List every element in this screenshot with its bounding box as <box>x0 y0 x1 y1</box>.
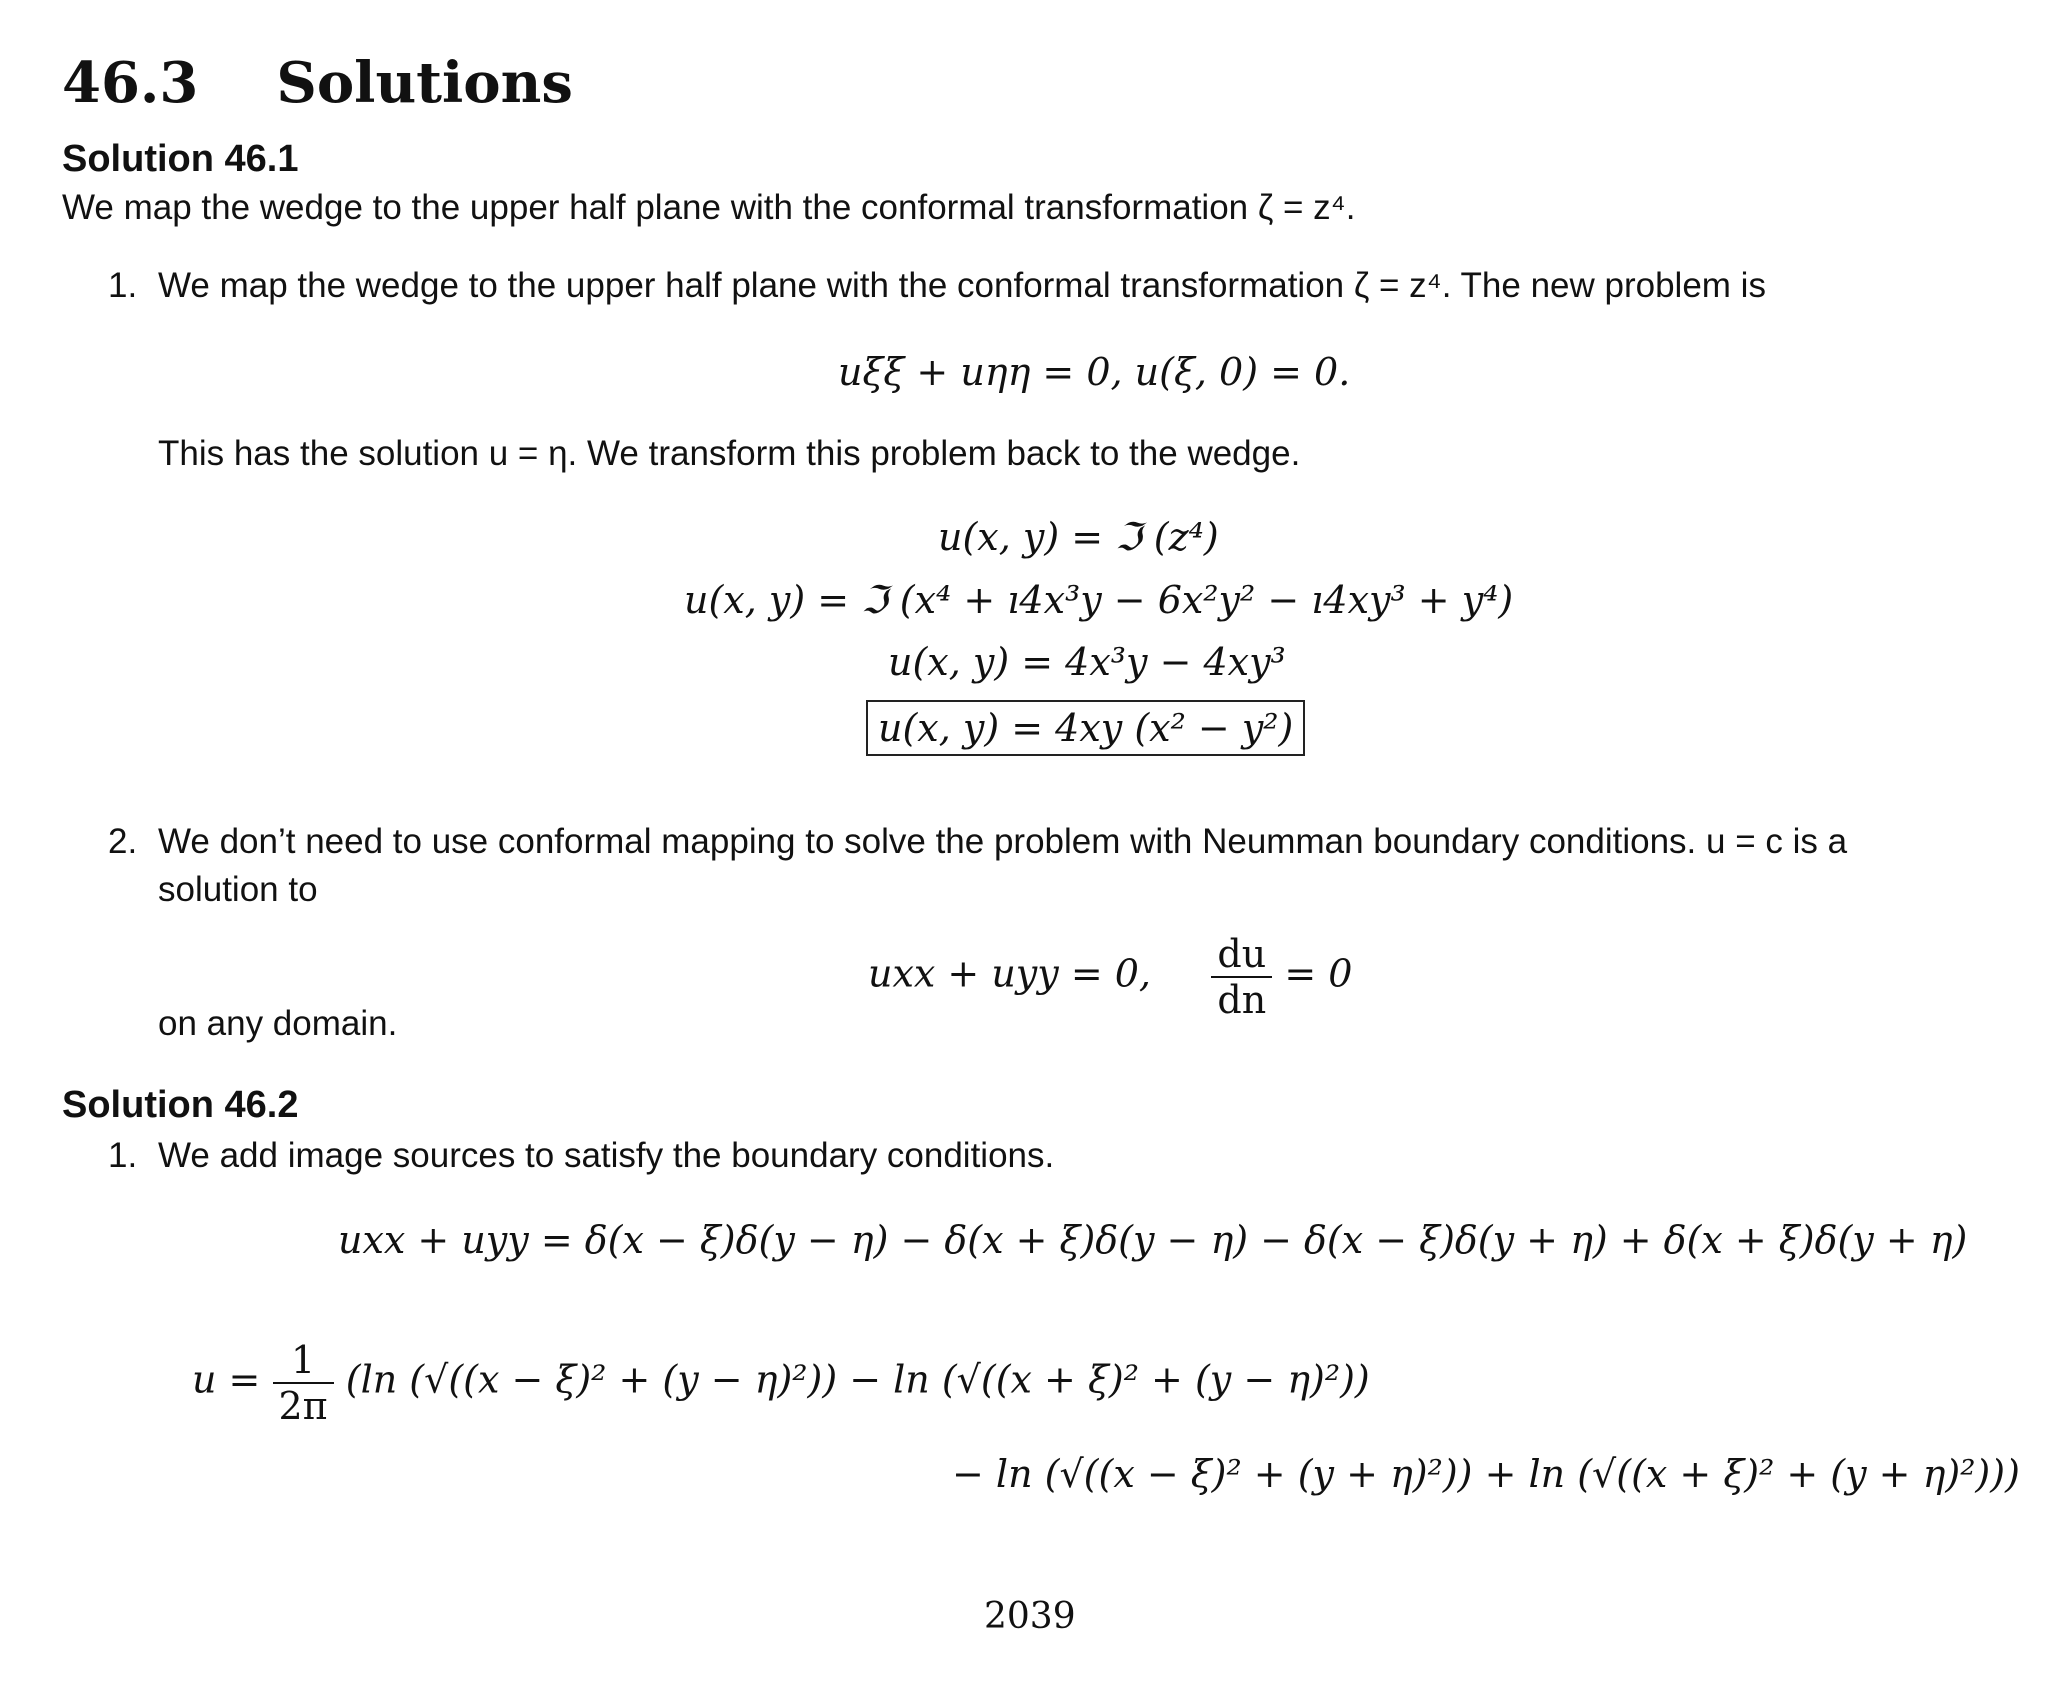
solution-heading: Solution 46.1 <box>62 138 299 180</box>
list-item-text: We don’t need to use conformal mapping to solve the problem with Neumman boundary conditions. u = c is a <box>158 822 1848 861</box>
equation-right: = 0 <box>1284 951 1353 996</box>
equation-left: uxx + uyy = 0, <box>868 951 1151 996</box>
fraction-denominator: 2π <box>278 1384 328 1428</box>
equation: u(x, y) = 4x³y − 4xy³ <box>888 640 1286 684</box>
equation: u(x, y) = ℑ (x⁴ + ı4x³y − 6x²y² − ı4xy³ + y⁴) <box>684 578 1514 622</box>
list-number: 1. <box>108 1136 138 1175</box>
equation: uxx + uyy = δ(x − ξ)δ(y − η) − δ(x + ξ)δ(y − η) − δ(x − ξ)δ(y + η) + δ(x + ξ)δ(y + η) <box>338 1218 1968 1262</box>
paragraph: This has the solution u = η. We transform this problem back to the wedge. <box>158 434 1301 473</box>
fraction-numerator: du <box>1211 932 1272 978</box>
intro-text: We map the wedge to the upper half plane with the conformal transformation ζ = z⁴. <box>62 188 1356 227</box>
green-function-line-1: (ln (√((x − ξ)² + (y − η)²)) − ln (√((x + ξ)² + (y − η)²)) <box>345 1357 1370 1402</box>
solution-heading: Solution 46.2 <box>62 1084 299 1126</box>
fraction-numerator: 1 <box>273 1338 334 1384</box>
equation <box>868 932 1352 1022</box>
list-item-text: We map the wedge to the upper half plane with the conformal transformation ζ = z⁴. The new problem is <box>158 266 1766 305</box>
section-number: 46.3 <box>62 50 199 116</box>
list-item-text: We add image sources to satisfy the boundary conditions. <box>158 1136 1055 1175</box>
paragraph: on any domain. <box>158 1004 398 1043</box>
one-over-two-pi-fraction <box>273 1338 334 1428</box>
equation: u(x, y) = ℑ (z⁴) <box>938 515 1219 559</box>
list-item-text: solution to <box>158 870 318 909</box>
equation <box>192 1338 1370 1428</box>
list-number: 2. <box>108 822 138 861</box>
equation: uξξ + uηη = 0, u(ξ, 0) = 0. <box>838 350 1351 394</box>
list-number: 1. <box>108 266 138 305</box>
page-number: 2039 <box>984 1596 1076 1637</box>
green-function-line-2: − ln (√((x − ξ)² + (y + η)²)) + ln (√((x + ξ)² + (y + η)²))) <box>952 1452 2020 1496</box>
equation-left: u = <box>192 1357 261 1402</box>
section-title <box>62 50 573 116</box>
boxed-result-equation: u(x, y) = 4xy (x² − y²) <box>866 700 1305 756</box>
derivative-fraction <box>1211 932 1272 1022</box>
section-name: Solutions <box>276 50 573 116</box>
fraction-denominator: dn <box>1217 978 1267 1022</box>
